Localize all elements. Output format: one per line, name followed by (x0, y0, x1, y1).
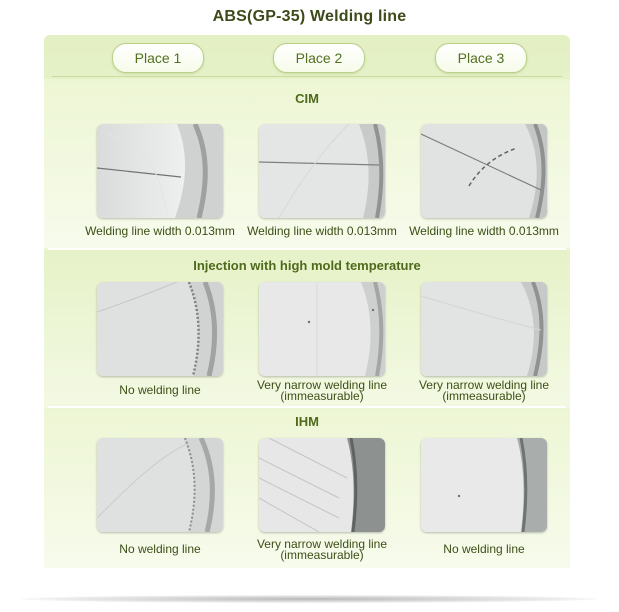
section-high-mold-temperature (44, 250, 570, 405)
place-3-label: Place 3 (435, 43, 527, 73)
place-2-label: Place 2 (273, 43, 365, 73)
section-ihm (44, 408, 570, 568)
photo-ihm-place-3 (421, 438, 547, 532)
photo-high-temp-place-2 (259, 282, 385, 376)
section-title-cim: CIM (295, 91, 319, 106)
caption-cim-place-2: Welding line width 0.013mm (247, 224, 397, 238)
photo-high-temp-place-1 (97, 282, 223, 376)
header-divider (52, 76, 562, 77)
panel-shadow (20, 595, 599, 603)
section-title-high-mold-temperature: Injection with high mold temperature (193, 258, 421, 273)
caption-ihm-place-3: No welding line (443, 542, 525, 556)
photo-ihm-place-1 (97, 438, 223, 532)
caption-high-temp-place-3: Very narrow welding line (immeasurable) (418, 378, 550, 403)
caption-high-temp-place-2: Very narrow welding line (immeasurable) (256, 378, 388, 403)
photo-cim-place-2 (259, 124, 385, 218)
photo-cim-place-1 (97, 124, 223, 218)
page-title: ABS(GP-35) Welding line (212, 8, 407, 25)
photo-high-temp-place-3 (421, 282, 547, 376)
caption-cim-place-1: Welding line width 0.013mm (85, 224, 235, 238)
place-1-label: Place 1 (112, 43, 204, 73)
section-cim (44, 79, 570, 248)
caption-cim-place-3: Welding line width 0.013mm (409, 224, 559, 238)
caption-high-temp-place-1: No welding line (119, 383, 201, 397)
photo-cim-place-3 (421, 124, 547, 218)
photo-ihm-place-2 (259, 438, 385, 532)
section-title-ihm: IHM (295, 414, 319, 429)
caption-ihm-place-2: Very narrow welding line (immeasurable) (256, 537, 388, 562)
caption-ihm-place-1: No welding line (119, 542, 201, 556)
